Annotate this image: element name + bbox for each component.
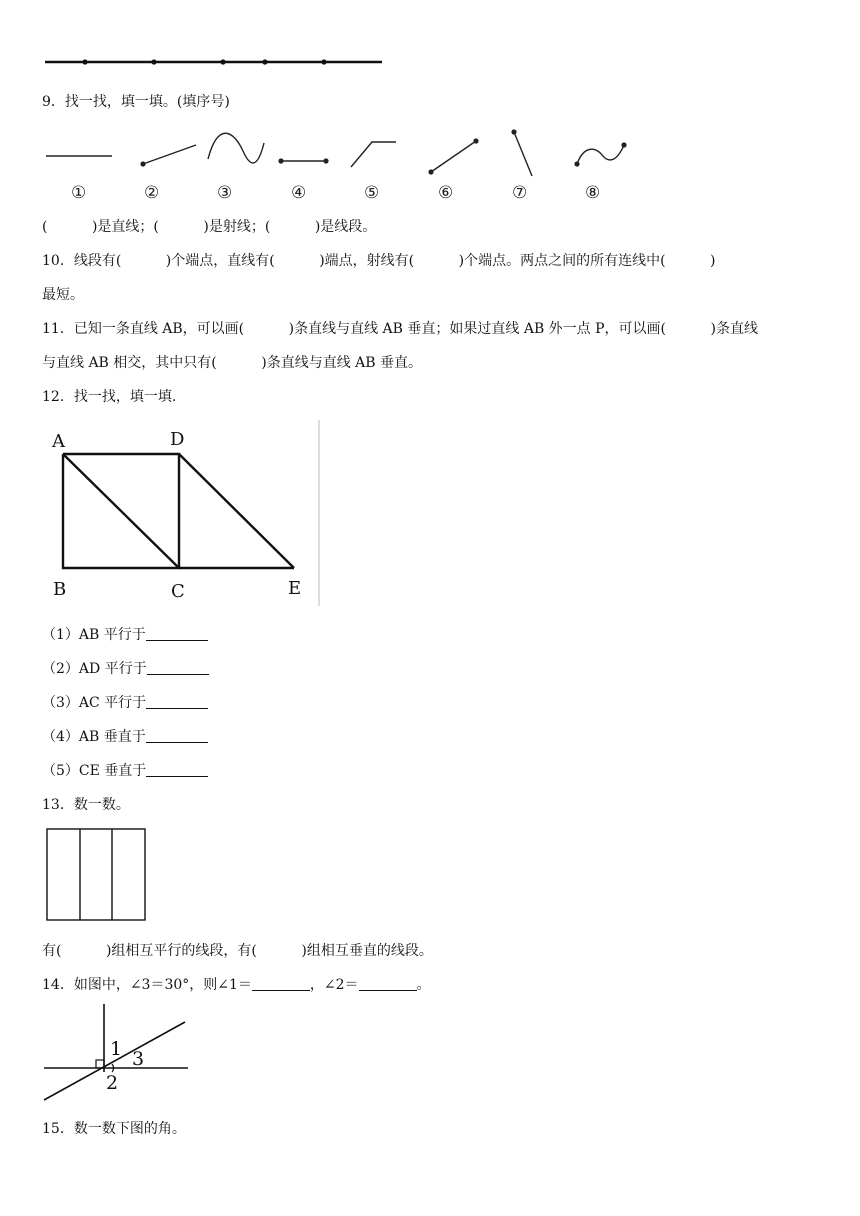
top-segment-figure <box>40 52 390 72</box>
q11-line2: 与直线 AB 相交，其中只有( )条直线与直线 AB 垂直。 <box>42 355 423 371</box>
answer-blank-angle-2[interactable] <box>359 976 417 991</box>
angle-1-label: 1 <box>110 1038 123 1060</box>
q12-title: 12．找一找，填一填. <box>42 389 177 405</box>
q12-item-5: （5）CE 垂直于 <box>42 762 208 780</box>
point-d-label: D <box>170 429 185 450</box>
q13-figure <box>45 827 149 923</box>
q11-line1: 11．已知一条直线 AB，可以画( )条直线与直线 AB 垂直；如果过直线 AB 外一点 P，可以画( )条直线 <box>42 321 758 337</box>
q10-line2: 最短。 <box>42 287 84 303</box>
q13-fill: 有( )组相互平行的线段，有( )组相互垂直的线段。 <box>42 943 433 959</box>
q9-label-2: ② <box>144 183 160 203</box>
q9-label-1: ① <box>71 183 87 203</box>
q9-label-3: ③ <box>217 183 233 203</box>
point-c-label: C <box>171 581 185 602</box>
q9-label-4: ④ <box>291 183 307 203</box>
q12-figure <box>40 420 330 610</box>
answer-blank[interactable] <box>146 728 208 743</box>
q9-label-8: ⑧ <box>585 183 601 203</box>
answer-blank[interactable] <box>146 626 208 641</box>
angle-3-label: 3 <box>132 1048 145 1070</box>
q14-figure <box>40 1002 200 1106</box>
answer-blank-angle-1[interactable] <box>252 976 310 991</box>
q13-title: 13．数一数。 <box>42 797 130 813</box>
q9-fill: ( )是直线；( )是射线；( )是线段。 <box>42 219 377 235</box>
answer-blank[interactable] <box>146 694 208 709</box>
q12-item-3: （3）AC 平行于 <box>42 694 208 712</box>
q12-item-2: （2）AD 平行于 <box>42 660 209 678</box>
q9-label-6: ⑥ <box>438 183 454 203</box>
point-b-label: B <box>53 579 67 600</box>
angle-2-label: 2 <box>106 1072 119 1094</box>
point-e-label: E <box>288 578 302 599</box>
q9-title: 9．找一找，填一填。(填序号) <box>42 94 230 110</box>
q9-label-5: ⑤ <box>364 183 380 203</box>
point-a-label: A <box>52 431 65 452</box>
q12-item-4: （4）AB 垂直于 <box>42 728 208 746</box>
q9-label-7: ⑦ <box>512 183 528 203</box>
q10-line1: 10．线段有( )个端点，直线有( )端点，射线有( )个端点。两点之间的所有连线中( ) <box>42 253 716 269</box>
q12-item-1: （1）AB 平行于 <box>42 626 208 644</box>
q9-line-figures <box>40 125 640 210</box>
answer-blank[interactable] <box>147 660 209 675</box>
answer-blank[interactable] <box>146 762 208 777</box>
q14-text: 14．如图中，∠3＝30°，则∠1＝ ，∠2＝ 。 <box>42 977 431 993</box>
q15-title: 15．数一数下图的角。 <box>42 1121 186 1137</box>
